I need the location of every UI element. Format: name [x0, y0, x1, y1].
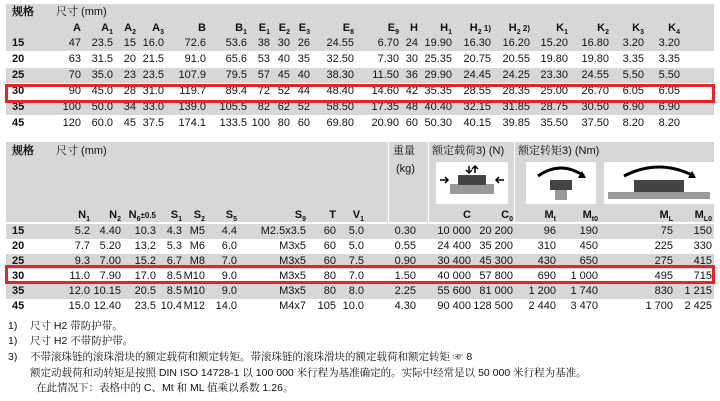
table2-cell: 495 — [654, 270, 673, 282]
table1-col-header: $K_3$ — [632, 22, 644, 37]
table1-cell: 40 — [277, 53, 290, 65]
table1-cell: 174.1 — [178, 117, 206, 129]
table1-cell: 50.30 — [424, 117, 452, 129]
table2-cell: 90 400 — [437, 300, 471, 312]
table2-cell: 20.5 — [134, 285, 156, 297]
table1-cell: 14.60 — [371, 85, 399, 97]
table1-cell: 21.5 — [142, 53, 164, 65]
table1-col-header: $K_1$ — [556, 22, 568, 37]
table2-cell: 275 — [654, 255, 673, 267]
table1-cell: 26 — [297, 37, 310, 49]
table1-cell: 90 — [68, 85, 81, 97]
table1-cell: 7.30 — [377, 53, 399, 65]
footnote-text: 不带滚珠链的滚珠滑块的额定载荷和额定转矩。带滚珠链的滚珠滑块的额定载荷和额定转矩 ☞ 8 — [30, 351, 473, 363]
highlight-size-30-table2 — [5, 265, 715, 284]
table1-col-header: $E_8$ — [342, 22, 354, 37]
table1-cell: 23 — [123, 69, 136, 81]
table2-cell: 450 — [579, 240, 598, 252]
table2-cell: 2 425 — [684, 300, 712, 312]
table2-cell: 415 — [693, 255, 712, 267]
table2-col-header: $M_L$ — [659, 209, 673, 224]
table2-dim-label: 尺寸 (mm) — [56, 145, 107, 157]
table2-cell: 10.0 — [342, 300, 364, 312]
table1-cell: 62 — [277, 101, 290, 113]
table1-dim-label: 尺寸 (mm) — [56, 6, 107, 18]
table2-cell: 30 400 — [437, 255, 471, 267]
footnote-text: 额定动载荷和动转矩是按照 DIN ISO 14728-1 以 100 000 米行程为基准确定的。实际中经常是以 50 000 米行程为基准。 — [30, 367, 587, 379]
table1-cell: 39.85 — [502, 117, 530, 129]
table1-cell: 8.20 — [658, 117, 680, 129]
table1-cell: 47 — [68, 37, 81, 49]
table1-cell: 5.50 — [658, 69, 680, 81]
table2-cell: 5.0 — [348, 225, 364, 237]
table1-cell: 100 — [251, 117, 270, 129]
table1-col-header: B — [198, 22, 206, 34]
table2-moment-label: 额定转矩3) (Nm) — [518, 145, 600, 157]
table1-col-header: A — [73, 22, 81, 34]
table1-cell: 32.50 — [326, 53, 354, 65]
table2-cell: 5.2 — [74, 225, 90, 237]
table1-cell: 20 — [123, 53, 136, 65]
table1-cell: 58.50 — [326, 101, 354, 113]
table2-cell: 40 000 — [437, 270, 471, 282]
table2-cell: 4.3 — [166, 225, 182, 237]
table2-size-cell: 15 — [12, 225, 25, 237]
table1-cell: 6.90 — [622, 101, 644, 113]
table1-cell: 35.50 — [540, 117, 568, 129]
table1-cell: 120 — [62, 117, 81, 129]
table1-cell: 107.9 — [178, 69, 206, 81]
table2-cell: 60 — [323, 240, 336, 252]
table2-cell: M3x5 — [279, 255, 306, 267]
table1-col-header: $B_1$ — [235, 22, 247, 37]
table2-cell: 7.90 — [99, 270, 121, 282]
table1-cell: 53.6 — [225, 37, 247, 49]
table2-cell: 60 — [323, 255, 336, 267]
table1-col-header: $E_9$ — [387, 22, 399, 37]
table2-cell: M10 — [183, 270, 205, 282]
table2-col-header: $M_{t0}$ — [582, 209, 598, 224]
table1-cell: 79.5 — [225, 69, 247, 81]
table1-cell: 31.5 — [91, 53, 113, 65]
table1-cell: 35.35 — [424, 85, 452, 97]
table1-cell: 139.0 — [178, 101, 206, 113]
table1-cell: 3.20 — [658, 37, 680, 49]
table2-col-header: $S_1$ — [170, 209, 182, 224]
table1-cell: 25.35 — [424, 53, 452, 65]
table2-cell: 57 800 — [479, 270, 513, 282]
table1-cell: 52 — [277, 85, 290, 97]
table2-cell: 1 000 — [570, 270, 598, 282]
table1-cell: 57 — [257, 69, 270, 81]
table1-cell: 20.55 — [502, 53, 530, 65]
table2-cell: 1.50 — [394, 270, 416, 282]
highlight-size-30-table1 — [5, 84, 715, 103]
table1-cell: 23.5 — [142, 69, 164, 81]
table1-cell: 24.25 — [502, 69, 530, 81]
table1-size-cell: 25 — [12, 69, 25, 81]
table2-cell: 1 740 — [570, 285, 598, 297]
longitudinal-moment-icon — [604, 162, 714, 204]
table1-cell: 8.20 — [622, 117, 644, 129]
table2-cell: 15.0 — [68, 300, 90, 312]
table2-cell: 190 — [579, 225, 598, 237]
table2-cell: M6 — [189, 240, 205, 252]
table2-col-header: $N_2$ — [109, 209, 121, 224]
table1-cell: 65.6 — [225, 53, 247, 65]
table2-cell: 8.5 — [166, 285, 182, 297]
table1-cell: 26.70 — [581, 85, 609, 97]
table2-col-header: $S_5$ — [225, 209, 237, 224]
table1-cell: 29.90 — [424, 69, 452, 81]
table2-cell: 8.0 — [348, 285, 364, 297]
table2-load-label: 额定载荷3) (N) — [432, 145, 505, 157]
table2-cell: 0.30 — [394, 225, 416, 237]
table1-cell: 91.0 — [184, 53, 206, 65]
table1-cell: 37.5 — [142, 117, 164, 129]
table1-cell: 32.15 — [463, 101, 491, 113]
table2-cell: 75 — [660, 225, 673, 237]
table2-cell: 60 — [323, 225, 336, 237]
table2-cell: 10 000 — [437, 225, 471, 237]
table2-col-header: $V_1$ — [352, 209, 364, 224]
table1-col-header: $H_1$ — [440, 22, 452, 37]
table1-col-header: $A_3$ — [152, 22, 164, 37]
table1-cell: 28.75 — [540, 101, 568, 113]
table2-cell: 5.0 — [348, 240, 364, 252]
table1-size-cell: 30 — [12, 85, 25, 97]
table1-cell: 24.55 — [326, 37, 354, 49]
table2-cell: 105 — [317, 300, 336, 312]
table2-cell: M5 — [189, 225, 205, 237]
table1-cell: 38 — [257, 37, 270, 49]
table2-size-cell: 35 — [12, 285, 25, 297]
table1-cell: 44 — [297, 85, 310, 97]
table1-cell: 72 — [257, 85, 270, 97]
table1-col-header: $E_1$ — [258, 22, 270, 37]
table2-cell: 7.0 — [348, 270, 364, 282]
table1-cell: 31.85 — [502, 101, 530, 113]
table1-size-cell: 45 — [12, 117, 25, 129]
footnote-text: 尺寸 H2 不带防护带。 — [30, 335, 134, 347]
table1-cell: 11.50 — [372, 69, 399, 81]
table1-cell: 35 — [297, 53, 310, 65]
table1-col-header: $K_2$ — [597, 22, 609, 37]
table2-cell: 55 600 — [437, 285, 471, 297]
footnote-number: 1) — [8, 320, 18, 332]
table2-cell: 225 — [654, 240, 673, 252]
table1-cell: 15.20 — [540, 37, 568, 49]
table1-cell: 50.0 — [91, 101, 113, 113]
table1-col-header: $A_1$ — [101, 22, 113, 37]
table1-col-header: $H_2$ 2) — [508, 22, 530, 37]
table2-cell: 128 500 — [473, 300, 513, 312]
table1-cell: 40.40 — [424, 101, 452, 113]
table1-cell: 60 — [405, 117, 418, 129]
table1-cell: 38.30 — [326, 69, 354, 81]
table1-cell: 28 — [123, 85, 136, 97]
table1-cell: 80 — [277, 117, 290, 129]
table1-cell: 31.0 — [142, 85, 164, 97]
table1-col-header: $E_2$ — [278, 22, 290, 37]
table1-cell: 20.90 — [371, 117, 399, 129]
table2-cell: 5.3 — [166, 240, 182, 252]
table1-cell: 23.5 — [91, 37, 113, 49]
table1-cell: 3.35 — [658, 53, 680, 65]
table2-size-cell: 30 — [12, 270, 25, 282]
table2-cell: 9.0 — [221, 270, 237, 282]
table2-cell: 0.55 — [394, 240, 416, 252]
table2-cell: M10 — [183, 285, 205, 297]
table2-cell: 13.2 — [134, 240, 156, 252]
table1-cell: 6.05 — [622, 85, 644, 97]
table1-cell: 48.40 — [326, 85, 354, 97]
table1-cell: 35.0 — [91, 69, 113, 81]
table2-cell: M3x5 — [279, 270, 306, 282]
table1-col-header: $K_4$ — [668, 22, 680, 37]
table2-col-header: $N_6\pm 0.5$ — [128, 209, 156, 224]
table1-cell: 60.0 — [91, 117, 113, 129]
table2-cell: 5.20 — [99, 240, 121, 252]
table2-cell: 81 000 — [479, 285, 513, 297]
table2-col-header: $M_{L0}$ — [694, 209, 712, 224]
table1-cell: 19.80 — [581, 53, 609, 65]
table1-cell: 37.50 — [581, 117, 609, 129]
table1-cell: 60 — [297, 117, 310, 129]
table1-cell: 3.35 — [622, 53, 644, 65]
table1-cell: 40 — [297, 69, 310, 81]
table1-cell: 28.35 — [502, 85, 530, 97]
table2-cell: M3x5 — [279, 285, 306, 297]
table2-cell: 1 215 — [684, 285, 712, 297]
table1-cell: 119.7 — [179, 85, 206, 97]
table1-cell: 24.55 — [581, 69, 609, 81]
table2-cell: 7.5 — [348, 255, 364, 267]
table2-cell: 12.40 — [93, 300, 121, 312]
table2-cell: 4.30 — [394, 300, 416, 312]
table1-cell: 24 — [405, 37, 418, 49]
table1-size-cell: 15 — [12, 37, 25, 49]
table1-cell: 17.35 — [371, 101, 399, 113]
table1-col-header: $H_2$ 1) — [469, 22, 491, 37]
table2-cell: 20 200 — [479, 225, 513, 237]
table1-cell: 6.05 — [658, 85, 680, 97]
table2-cell: 8.5 — [166, 270, 182, 282]
table1-cell: 48 — [405, 101, 418, 113]
table1-size-cell: 20 — [12, 53, 25, 65]
table2-cell: 3 470 — [570, 300, 598, 312]
table2-col-header: $C_0$ — [501, 209, 513, 224]
table2-cell: 150 — [693, 225, 712, 237]
table2-cell: 2 440 — [528, 300, 556, 312]
table1-cell: 28.55 — [463, 85, 491, 97]
table2-cell: M12 — [183, 300, 205, 312]
table2-cell: 35 200 — [479, 240, 513, 252]
table2-col-header: T — [329, 209, 336, 221]
table2-cell: 650 — [579, 255, 598, 267]
table1-cell: 100 — [62, 101, 81, 113]
table1-col-header: H — [410, 22, 418, 34]
table1-col-header: $E_3$ — [298, 22, 310, 37]
dimension-table-2 — [6, 142, 714, 316]
table2-cell: 0.90 — [394, 255, 416, 267]
load-diagram-icon — [436, 162, 508, 204]
table1-cell: 40.15 — [463, 117, 491, 129]
table2-cell: 6.7 — [166, 255, 182, 267]
torsion-moment-icon — [526, 162, 596, 204]
table2-cell: 2.25 — [394, 285, 416, 297]
table2-cell: M8 — [189, 255, 205, 267]
table2-cell: 10.15 — [93, 285, 121, 297]
footnote-text: 在此情况下：表格中的 C、Mt 和 ML 值乘以系数 1.26。 — [36, 382, 294, 394]
table2-cell: 430 — [537, 255, 556, 267]
table2-cell: M2.5x3.5 — [260, 225, 306, 237]
table1-cell: 45.0 — [91, 85, 113, 97]
table2-col-header: $S_2$ — [193, 209, 205, 224]
table2-size-cell: 45 — [12, 300, 25, 312]
table1-cell: 105.5 — [219, 101, 247, 113]
table1-cell: 69.80 — [326, 117, 354, 129]
table2-weight-unit: (kg) — [396, 163, 415, 175]
table2-cell: 1 200 — [528, 285, 556, 297]
table1-size-cell: 35 — [12, 101, 25, 113]
table1-cell: 15 — [123, 37, 136, 49]
table1-cell: 63 — [68, 53, 81, 65]
table1-cell: 133.5 — [219, 117, 247, 129]
table2-cell: 7.00 — [99, 255, 121, 267]
table2-cell: M3x5 — [279, 240, 306, 252]
table1-cell: 52 — [297, 101, 310, 113]
table1-cell: 36 — [405, 69, 418, 81]
table1-cell: 82 — [257, 101, 270, 113]
table2-cell: 830 — [654, 285, 673, 297]
table1-cell: 19.90 — [424, 37, 452, 49]
table2-cell: 330 — [693, 240, 712, 252]
table2-cell: 96 — [543, 225, 556, 237]
table1-cell: 19.80 — [540, 53, 568, 65]
table2-cell: 310 — [537, 240, 556, 252]
footnote-text: 尺寸 H2 带防护带。 — [30, 320, 123, 332]
table2-size-cell: 20 — [12, 240, 25, 252]
table2-cell: 715 — [693, 270, 712, 282]
table2-cell: 9.0 — [221, 285, 237, 297]
table2-cell: 14.0 — [215, 300, 237, 312]
table2-cell: 4.40 — [99, 225, 121, 237]
table1-cell: 72.6 — [184, 37, 206, 49]
table2-col-header: $S_9$ — [294, 209, 306, 224]
table1-cell: 6.70 — [377, 37, 399, 49]
table2-cell: 1 700 — [645, 300, 673, 312]
table2-cell: M4x7 — [279, 300, 306, 312]
table1-cell: 6.90 — [658, 101, 680, 113]
table2-spec-label: 规格 — [12, 145, 34, 157]
table2-cell: 690 — [537, 270, 556, 282]
table1-cell: 25.00 — [540, 85, 568, 97]
table1-cell: 16.0 — [142, 37, 164, 49]
table1-col-header: $A_2$ — [124, 22, 136, 37]
table1-cell: 23.30 — [540, 69, 568, 81]
table1-cell: 89.4 — [225, 85, 247, 97]
table2-cell: 45 300 — [479, 255, 513, 267]
table2-cell: 4.4 — [221, 225, 237, 237]
table2-cell: 11.0 — [69, 270, 90, 282]
table1-cell: 45 — [123, 117, 136, 129]
table1-cell: 16.30 — [463, 37, 491, 49]
dimension-table-1 — [6, 4, 714, 132]
table2-cell: 10.3 — [134, 225, 156, 237]
table2-cell: 23.5 — [134, 300, 156, 312]
table2-cell: 15.2 — [134, 255, 156, 267]
table1-cell: 3.20 — [622, 37, 644, 49]
table1-cell: 30.50 — [581, 101, 609, 113]
table1-cell: 20.75 — [463, 53, 491, 65]
table2-cell: 6.0 — [221, 240, 237, 252]
table1-cell: 16.20 — [502, 37, 530, 49]
table1-cell: 24.45 — [463, 69, 491, 81]
table1-cell: 30 — [405, 53, 418, 65]
table2-col-header: $M_t$ — [544, 209, 556, 224]
footnote-number: 1) — [8, 335, 18, 347]
table2-cell: 80 — [323, 270, 336, 282]
table2-col-header: C — [463, 209, 471, 221]
table2-cell: 24 400 — [437, 240, 471, 252]
footnote-number: 3) — [8, 351, 18, 363]
table1-cell: 33.0 — [142, 101, 164, 113]
table1-spec-label: 规格 — [12, 6, 34, 18]
table1-cell: 5.50 — [622, 69, 644, 81]
table2-cell: 7.7 — [74, 240, 90, 252]
table2-cell: 7.0 — [221, 255, 237, 267]
table1-cell: 34 — [123, 101, 136, 113]
table2-col-header: $N_1$ — [78, 209, 90, 224]
table1-cell: 16.80 — [581, 37, 609, 49]
table1-cell: 30 — [277, 37, 290, 49]
table2-cell: 9.3 — [74, 255, 90, 267]
table2-cell: 10.4 — [160, 300, 182, 312]
table2-cell: 12.0 — [68, 285, 90, 297]
table2-size-cell: 25 — [12, 255, 25, 267]
table1-cell: 42 — [405, 85, 418, 97]
table2-weight-label: 重量 — [393, 145, 415, 157]
table1-cell: 70 — [68, 69, 81, 81]
table1-cell: 53 — [257, 53, 270, 65]
table1-cell: 45 — [277, 69, 290, 81]
table2-cell: 17.0 — [134, 270, 156, 282]
table2-cell: 80 — [323, 285, 336, 297]
